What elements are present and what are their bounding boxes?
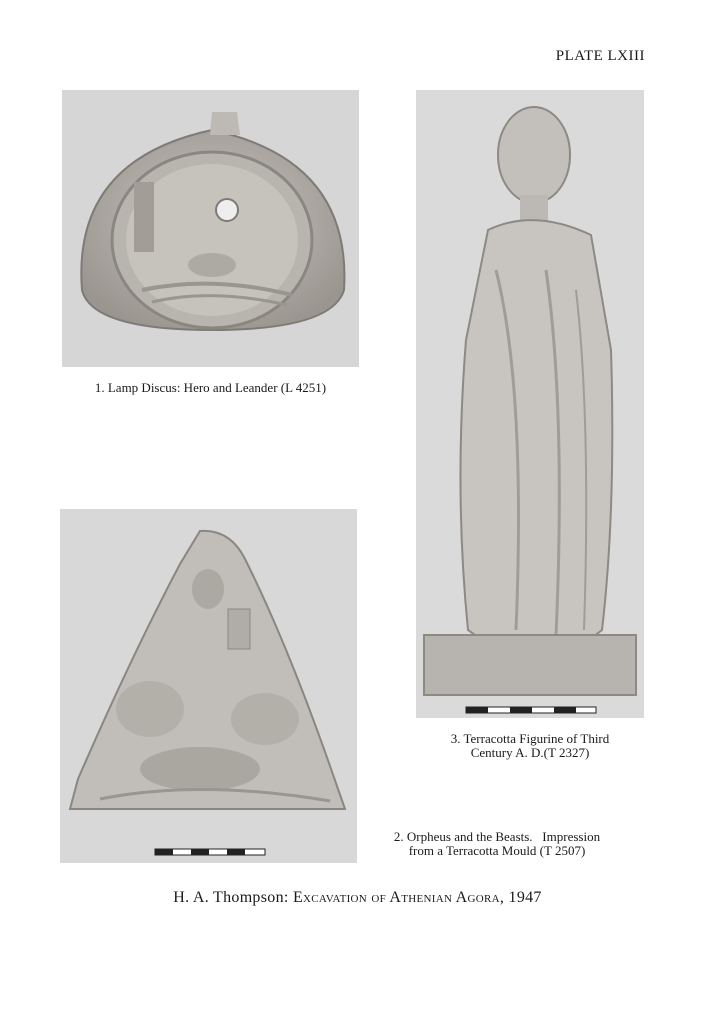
footer-separator: : xyxy=(283,889,289,906)
caption-line: 2. Orpheus and the Beasts. Impression xyxy=(393,829,601,844)
terracotta-figurine-photo xyxy=(416,90,644,718)
caption-line: 1. Lamp Discus: Hero and Leander (L 4251) xyxy=(94,380,327,395)
orpheus-mould-photo xyxy=(60,509,357,863)
caption-figure-3 xyxy=(416,732,644,760)
orpheus-mould-image xyxy=(60,509,357,863)
footer-year: 1947 xyxy=(508,889,542,906)
footer-title: Excavation of Athenian Agora, xyxy=(292,889,505,906)
lamp-discus-photo xyxy=(62,90,359,367)
scale-bar xyxy=(155,849,265,855)
caption-figure-2 xyxy=(362,830,632,858)
plate-footer xyxy=(0,889,715,907)
scale-bar xyxy=(466,707,596,713)
lamp-discus-image xyxy=(62,90,359,367)
terracotta-figurine-image xyxy=(416,90,644,718)
caption-line: Century A. D.(T 2327) xyxy=(470,745,590,760)
footer-author: H. A. Thompson xyxy=(173,889,284,906)
caption-line: from a Terracotta Mould (T 2507) xyxy=(408,843,586,858)
caption-line: 3. Terracotta Figurine of Third xyxy=(450,731,610,746)
caption-figure-1 xyxy=(62,381,359,395)
plate-label: PLATE LXIII xyxy=(555,48,645,64)
